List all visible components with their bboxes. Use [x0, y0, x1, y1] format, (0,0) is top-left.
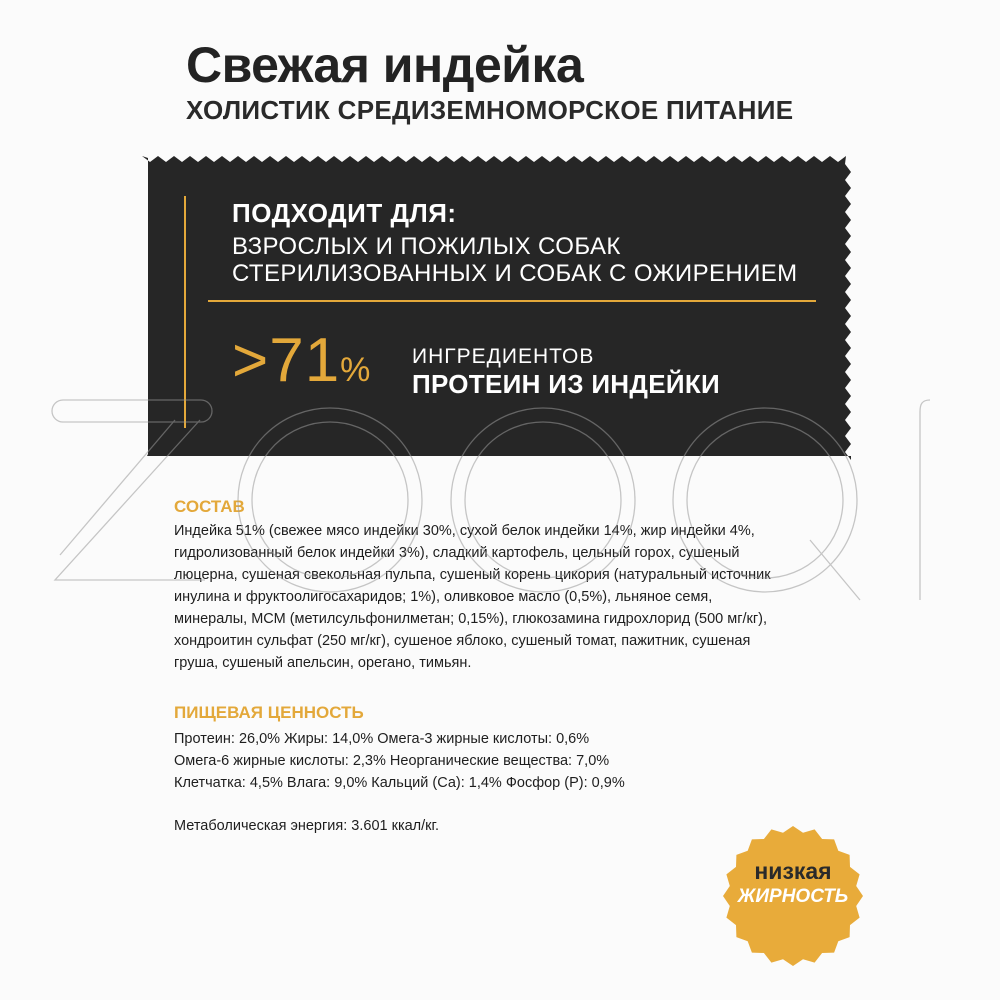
- panel-suitable-line-1: ВЗРОСЛЫХ И ПОЖИЛЫХ СОБАК: [232, 233, 621, 260]
- composition-line: гидролизованный белок индейки 3%), сладкий картофель, цельный горох, сушеный: [174, 545, 740, 561]
- nutrition-line: Протеин: 26,0% Жиры: 14,0% Омега-3 жирные кислоты: 0,6%: [174, 731, 590, 747]
- composition-line: хондроитин сульфат (250 мг/кг), сушеное яблоко, сушеный томат, пажитник, сушеная: [174, 633, 751, 649]
- composition-line: люцерна, сушеная свекольная пульпа, сушеный корень цикория (натуральный источник: [174, 567, 771, 583]
- nutrition-text: [174, 728, 894, 794]
- composition-line: Индейка 51% (свежее мясо индейки 30%, сухой белок индейки 14%, жир индейки 4%,: [174, 523, 755, 539]
- nutrition-line: Омега-6 жирные кислоты: 2,3% Неорганические вещества: 7,0%: [174, 753, 610, 769]
- page-title: Свежая индейка: [186, 37, 584, 93]
- badge-text-fat: ЖИРНОСТЬ: [737, 886, 849, 907]
- metabolic-energy: Метаболическая энергия: 3.601 ккал/кг.: [174, 818, 440, 834]
- panel-gold-divider: [208, 300, 816, 302]
- protein-label-ingredients: ИНГРЕДИЕНТОВ: [412, 345, 595, 368]
- composition-line: минералы, МСМ (метилсульфонилметан; 0,15%), глюкозамина гидрохлорид (500 мг/кг),: [174, 611, 768, 627]
- composition-title: СОСТАВ: [174, 497, 245, 516]
- composition-line: инулина и фруктоолигосахаридов; 1%), оливковое масло (0,5%), льняное семя,: [174, 589, 713, 605]
- composition-line: груша, сушеный апельсин, орегано, тимьян.: [174, 655, 472, 671]
- panel-gold-vertical-line: [184, 196, 186, 428]
- page-subtitle: ХОЛИСТИК СРЕДИЗЕМНОМОРСКОЕ ПИТАНИЕ: [186, 95, 794, 125]
- nutrition-title: ПИЩЕВАЯ ЦЕННОСТЬ: [174, 703, 364, 722]
- panel-suitable-line-2: СТЕРИЛИЗОВАННЫХ И СОБАК С ОЖИРЕНИЕМ: [232, 260, 798, 287]
- protein-percentage-value: >71: [232, 326, 341, 395]
- badge-text-low: низкая: [754, 858, 832, 884]
- protein-percentage-sign: %: [340, 351, 372, 389]
- composition-text: [174, 520, 894, 674]
- protein-percentage: [232, 326, 372, 395]
- protein-label-turkey: ПРОТЕИН ИЗ ИНДЕЙКИ: [412, 369, 720, 399]
- nutrition-line: Клетчатка: 4,5% Влага: 9,0% Кальций (Са): 1,4% Фосфор (Р): 0,9%: [174, 775, 625, 791]
- panel-heading: ПОДХОДИТ ДЛЯ:: [232, 198, 457, 228]
